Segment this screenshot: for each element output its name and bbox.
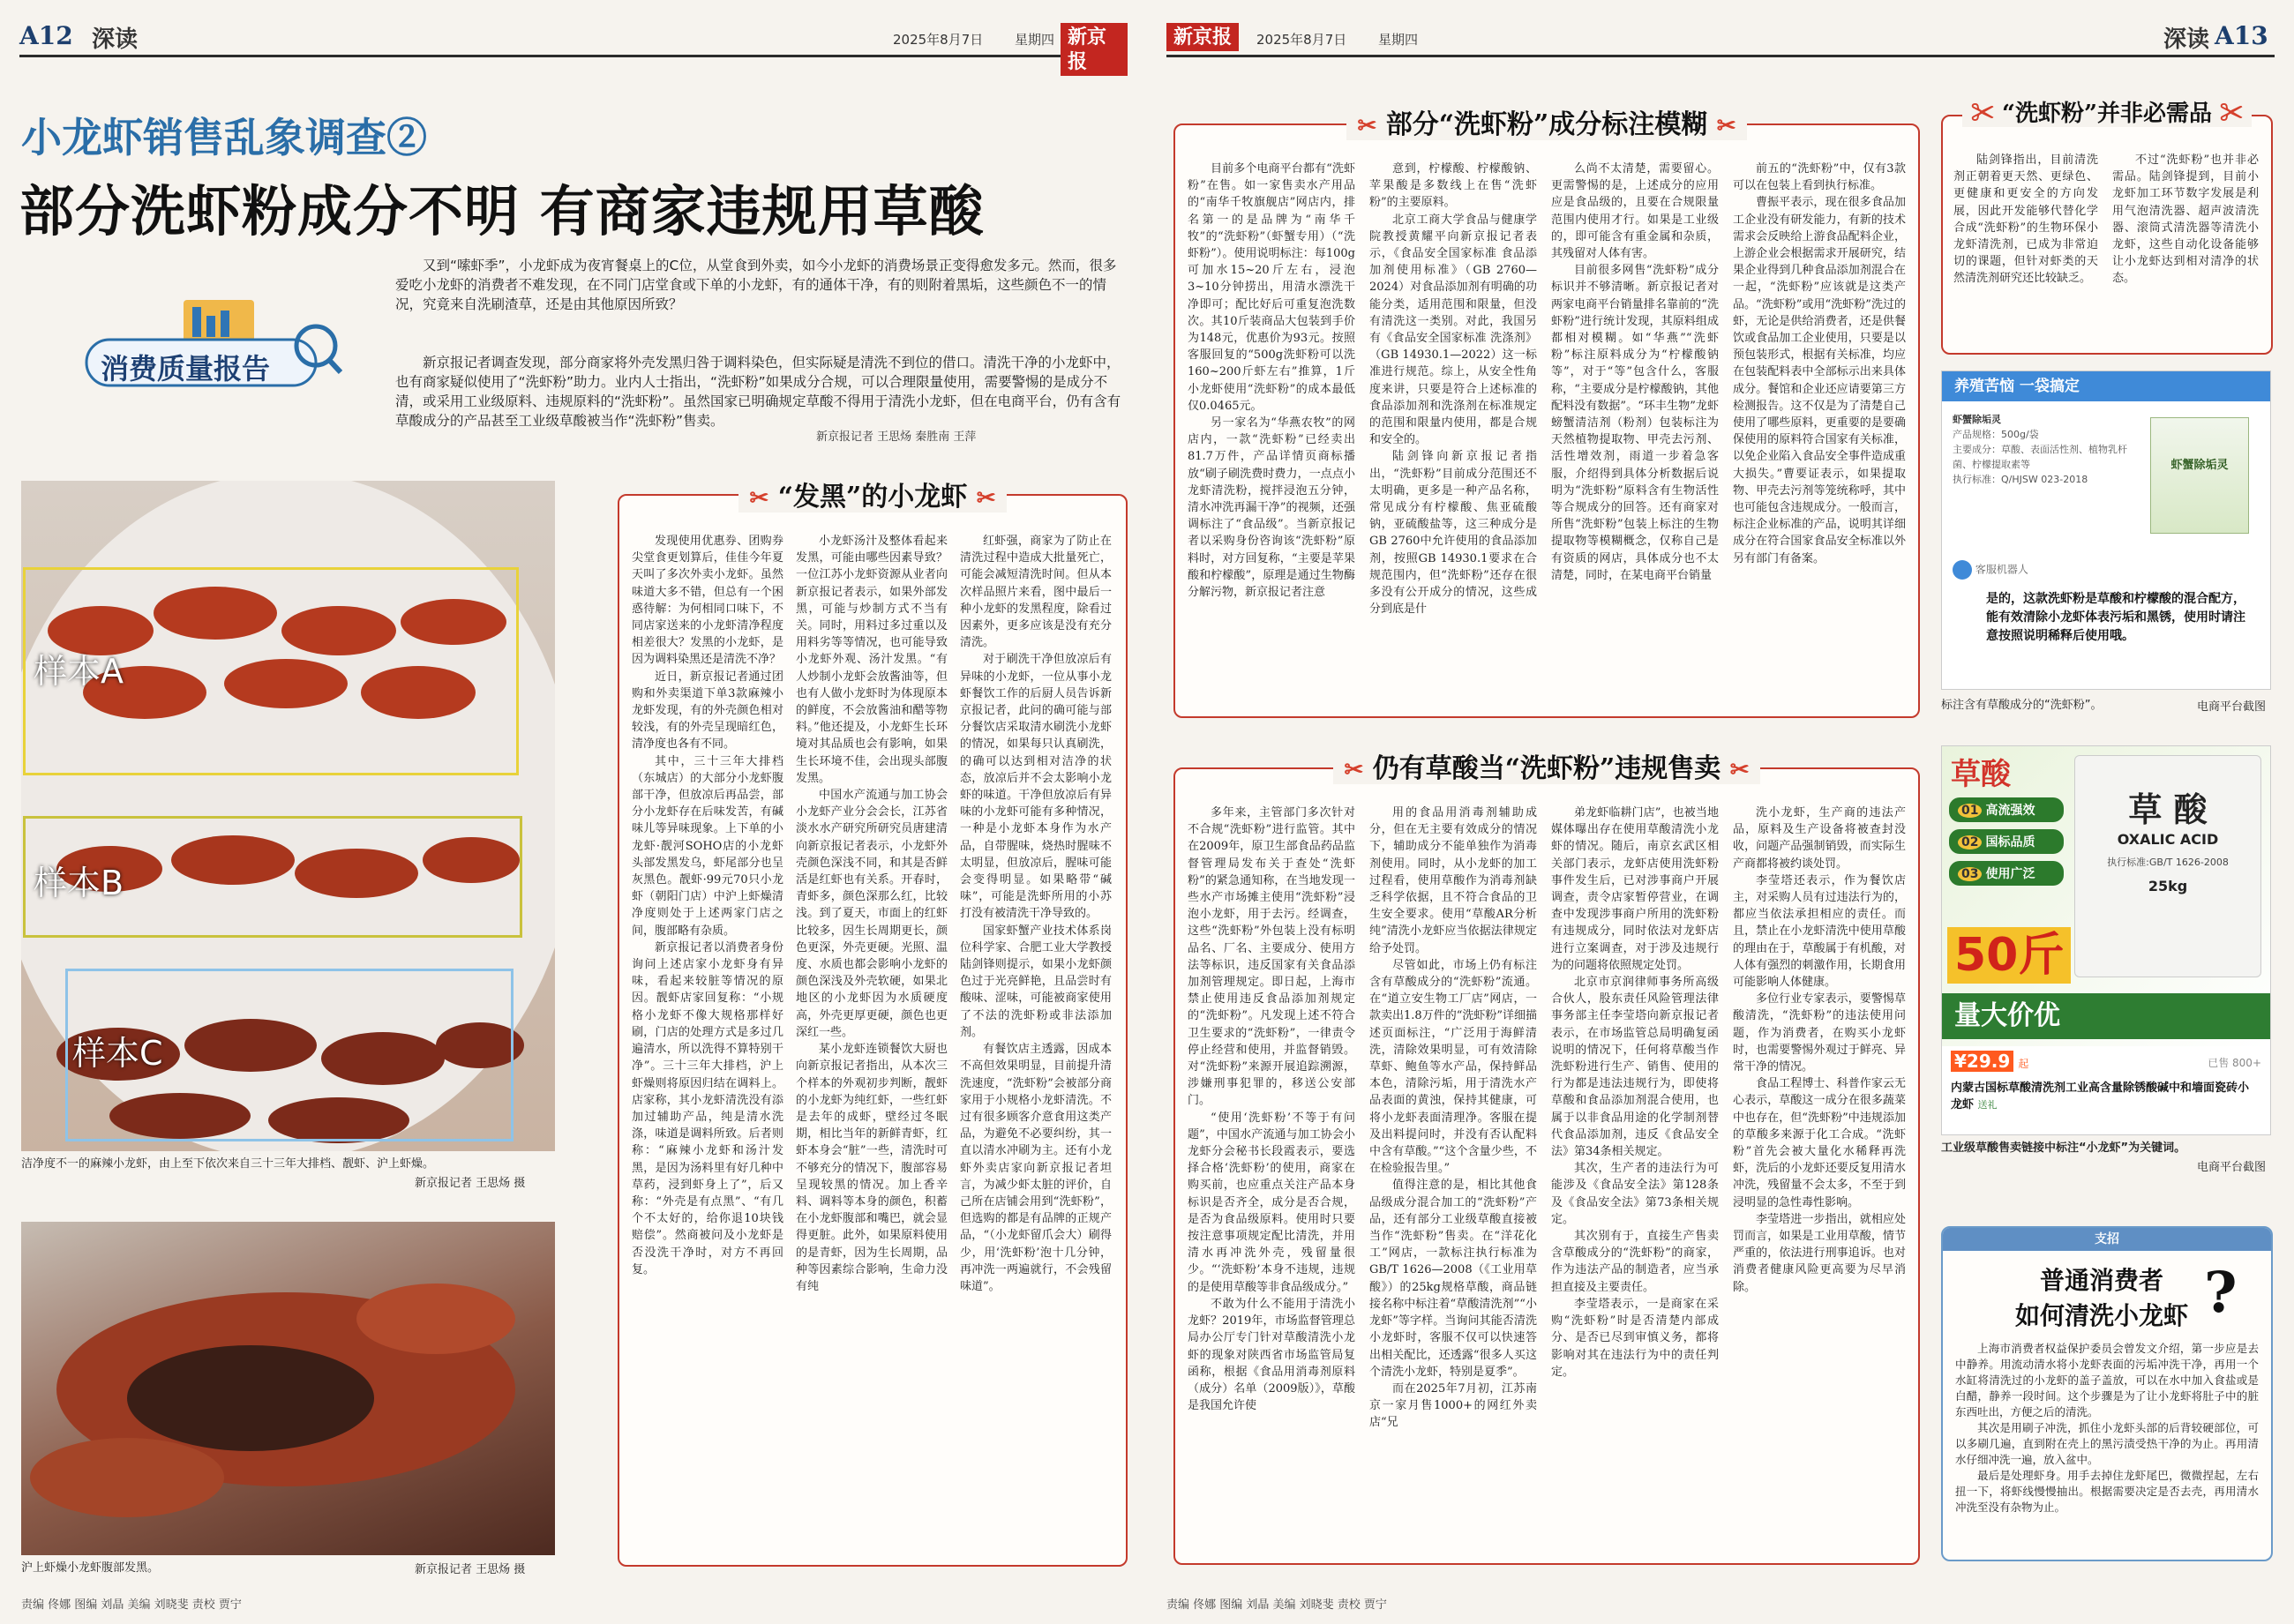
issue-weekday: 星期四 bbox=[1378, 32, 1419, 48]
section-oxalic-acid bbox=[1173, 753, 1920, 1565]
robot-icon bbox=[1953, 560, 1972, 580]
article-column-1: 发现使用优惠券、团购券尖堂食更划算后，佳佳今年夏天叫了多次外卖小龙虾。虽然味道大多不错，但总有一个困惑待解：为何相同口味下，不同店家送来的小龙虾清净程度相差很大？发黑的小龙虾，是因为调料染黑还是清洗不净？ 近日，新京报记者通过团购和外卖渠道下单3款麻辣小龙虾发现，有的外壳颜色相对较浅，有的外壳呈现暗红色，清净度也各有不同。 其中，三十三年大排档（东城店）的大部分小龙虾腹部干净，但放凉后再品尝，部分小龙虾存在后味发苦，有碱味儿等异味现象。上下单的小龙虾·靓河SOHO店的小龙虾头部发黑发乌，虾尾部分也呈灰黑色。靓虾·99元70只小龙虾（朝阳门店）中沪上虾燥清净度则处于上述两家门店之间，腹部略有杂质。 新京报记者以消费者身份询问上述店家小龙虾身有异味，看起来较脏等情况的原因。靓虾店家回复称：“小规格小龙虾不像大规格那样好刷，门店的处理方式是多过几遍清水，所以洗得不算特别干净”。三十三年大排档，沪上虾燥则将原因归结在调料上。店家称，其小龙虾清洗没有添加过辅助产品，纯是清水洗涤，味道是调料所致。后者则称：“麻辣小龙虾和汤汁发黑，是因为汤料里有好几种中草药，浸到虾身上了”，后又称：“外壳是有点黑”、“有几个不太好的，给你退10块钱赔偿”。然商被问及小龙虾是否没洗干净时，对方不再回复。 bbox=[632, 535, 783, 1276]
service-bot-name: 客服机器人 bbox=[1975, 563, 2028, 576]
product-name: 虾蟹除垢灵 bbox=[1953, 414, 2001, 425]
page-number: A13 bbox=[2215, 21, 2268, 50]
crayfish-claw-icon: ✂ bbox=[749, 485, 769, 512]
bag-english: OXALIC ACID bbox=[2117, 831, 2219, 848]
headline: 部分洗虾粉成分不明 有商家违规用草酸 bbox=[19, 179, 985, 243]
tips-paragraph: 其次是用刷子冲洗，抓住小龙虾头部的后背较硬部位，可以多刷几遍，直到附在壳上的黑污渍受热干净的为止。再用清水仔细冲洗一遍，放入盆中。 bbox=[1955, 1421, 2259, 1466]
section-name: 深读 bbox=[2163, 26, 2210, 53]
feature-label: 国标品质 bbox=[1985, 835, 2035, 849]
article-column-3: 弟龙虾临耕门店”，也被当地媒体曝出存在使用草酸清洗小龙虾的情况。随后，南京玄武区相关部门表示，龙虾店使用洗虾粉事件发生后，已对涉事商户开展调查，责令店家暂停营业，在调查中发现涉事商户所用的洗虾粉有违规成分，同时依法对龙虾店进行立案调查，对于涉及违规行为的问题将依照规定处罚。 北京市京润律师事务所高级合伙人，股东责任风险管理法律事务部主任李莹塔向新京报记者表示，在市场监管总局明确复函说明的情况下，任何将草酸当作洗虾粉进行生产、销售、使用的行为都是违法违规行为，即使将草酸和食品添加剂混合使用，也属于以非食品用途的化学制剂替代食品添加剂，违反《食品安全法》第34条相关规定。 其次，生产者的违法行为可能涉及《食品安全法》第128条及《食品安全法》第73条相关规定。 其次别有于，直接生产售卖含草酸成分的“洗虾粉”的商家，作为违法产品的制造者，应当承担直接及主要责任。 李莹塔表示，一是商家在采购“洗虾粉”时是否清楚内部成分、是否已尽到审慎义务，都将影响对其在违法行为中的责任判定。 bbox=[1551, 806, 1719, 1379]
price-unit: 起 bbox=[2018, 1058, 2029, 1070]
page-footer: 责编 佟娜 图编 刘晶 美编 刘晓斐 责校 贾宁 bbox=[21, 1598, 242, 1612]
ad-2-credit: 电商平台截图 bbox=[2197, 1161, 2267, 1174]
tips-box bbox=[1941, 1226, 2273, 1561]
page-a13 bbox=[1147, 0, 2294, 1624]
issue-date: 2025年8月7日 bbox=[1256, 32, 1347, 48]
bag-standard: 执行标准:GB/T 1626-2008 bbox=[2107, 857, 2229, 868]
spec-line: 主要成分：草酸、表面活性剂、植物乳杆菌、柠檬提取素等 bbox=[1953, 444, 2127, 470]
article-column-4: 前五的“洗虾粉”中，仅有3款可以在包装上看到执行标准。 曹振平表示，现在很多食品加工企业没有研发能力，有新的技术需求会反映给上游食品配料企业，上游企业会根据需求开展研究，结果企业得到几种食品添加剂混合在一起，“洗虾粉”应该就是这类产品。“洗虾粉”或用“洗虾粉”洗过的虾，无论是供给消费者，还是供餐饮或食品加工企业使用，只要是以预包装形式，根据有关标准，均应在包装配料表中全部标示出来具体成分。餐馆和企业还应请要第三方检测报告。这不仅是为了清楚自己使用了哪些原料，更重要的是要确保使用的原料符合国家有关标准，以免企业陷入食品安全事件造成重大损失。”曹要证表示，如果提取物、甲壳去污剂等笼统称呼，其中也可能包含违规成分。一般而言，标注企业标准的产品，说明其详细成分在符合国家食品安全标准以外另有部门有备案。 bbox=[1733, 162, 1906, 565]
issue-weekday: 星期四 bbox=[1015, 32, 1055, 48]
sidebar-not-necessary bbox=[1941, 101, 2273, 355]
crayfish-claw-icon: ✂ bbox=[2220, 101, 2244, 127]
crayfish-claw-icon: ✂ bbox=[1357, 113, 1377, 139]
article-column-3: 红虾强，商家为了防止在清洗过程中造成大批量死亡，可能会减短清洗时间。但从本次样品照片来看，图中最后一种小龙虾的发黑程度，除看过因素外，更多应该是没有充分清洗。 对于刷洗干净但放凉后有异味的小龙虾，一位从事小龙虾餐饮工作的后厨人员告诉新京报记者，此问的确可能与部分餐饮店采取清水刷洗小龙虾的情况，如果每只认真刷洗，的确可以达到相对洁净的状态，放凉后并不会太影响小龙虾的味道。干净但放凉后有异味的小龙虾可能有多种情况，一种是小龙虾本身作为水产品，自带腥味，烧热时腥味不太明显，但放凉后，腥味可能会变得明显。如果略带“碱味”，可能是洗虾所用的小苏打没有被清洗干净导致的。 国家虾蟹产业技术体系岗位科学家、合肥工业大学教授陆剑锋则提示，如果小龙虾颜色过于光亮鲜艳，且品尝时有酸味、涩味，可能被商家使用了不法的洗虾粉或非法添加剂。 有餐饮店主透露，因成本不高但效果明显，目前提升清洗速度，“洗虾粉”会被部分商家用于小规格小龙虾清洗。不过有很多顾客介意食用这类产品，为避免不必要纠纷，其一直以清水冲刷为主。还有小龙虾外卖店家向新京报记者坦言，为减少虾太脏的评价，自己所在店铺会用到“洗虾粉”，但选购的都是有品牌的正规产品，“（小龙虾留爪会大）刷得少，用‘洗虾粉’泡十几分钟，再冲洗一两遍就行，不会残留味道”。 bbox=[960, 535, 1112, 1293]
lead-paragraph-2: 新京报记者调查发现，部分商家将外壳发黑归咎于调料染色，但实际疑是清洗不到位的借口。清洗干净的小龙虾中，也有商家疑似使用了“洗虾粉”助力。业内人士指出，“洗虾粉”如果成分合规，可以合理限量使用，需要警惕的是成分不清，或采用工业级原料、违规原料的“洗虾粉”。虽然国家已明确规定草酸不得用于清洗小龙虾，但在电商平台，仍有含有草酸成分的产品甚至工业级草酸被当作“洗虾粉”售卖。 bbox=[395, 355, 1121, 429]
sidebar-column-2: 不过“洗虾粉”也并非必需品。陆剑锋提到，目前小龙虾加工环节数字发展是利用气泡清洗器、超声波清洗器、滚筒式清洗器等清洗小龙虾，这些自动化设备能够让小龙虾达到相对清净的状态。 bbox=[2112, 153, 2259, 286]
bag-title: 草 酸 bbox=[2128, 790, 2208, 829]
store-header: 养殖苦恼 一袋搞定 bbox=[1942, 371, 2270, 401]
sidebar-column-1: 陆剑锋指出，目前清洗剂正朝着更天然、更绿色、更健康和更安全的方向发展，因此开发能够代替化学合成“洗虾粉”的生物环保小龙虾清洗剂，已成为非常迫切的课题，但针对虾类的天然清洗剂研究还比较缺乏。 bbox=[1953, 153, 2098, 286]
photo-2-credit: 新京报记者 王思炀 摄 bbox=[415, 1563, 526, 1576]
tips-tag: 支招 bbox=[2095, 1232, 2119, 1246]
tips-paragraph: 最后是处理虾身。用手去掉住龙虾尾巴，微微捏起，左右扭一下，将虾线慢慢抽出。根据需要决定是否去壳，再用清水冲洗至没有杂物为止。 bbox=[1955, 1469, 2259, 1514]
spec-line: 产品规格：500g/袋 bbox=[1953, 429, 2039, 440]
ad-2-caption: 工业级草酸售卖链接中标注“小龙虾”为关键词。 bbox=[1941, 1141, 2186, 1155]
sample-b-label: 样本B bbox=[34, 864, 124, 902]
crayfish-claw-icon: ✂ bbox=[1970, 101, 1994, 127]
product-package bbox=[2150, 417, 2249, 534]
sidebar-title bbox=[1943, 95, 2271, 128]
article-column-2: 意到，柠檬酸、柠檬酸钠、苹果酸是多数线上在售“洗虾粉”的主要原料。 北京工商大学食品与健康学院教授黄耀平向新京报记者表示，《食品安全国家标准 食品添加剂使用标准》（GB 2760—2024）对食品添加剂有明确的功能分类，适用范围和限量，但没有清洗这一类别。对此，我国另有《食品安全国家标准 洗涤剂》（GB 14930.1—2022）这一标准进行规范。综上，从安全性角度来讲，只要是符合上述标准的食品添加剂和洗涤剂在标准规定的范围和限量内使用，都是合规和安全的。 陆剑锋向新京报记者指出，“洗虾粉”目前成分范围还不太明确，更多是一种产品名称，常见成分有柠檬酸、焦亚硫酸钠，亚硫酸盐等，这三种成分是GB 2760中允许使用的食品添加剂，按照GB 14930.1要求在合规范围内，但“洗虾粉”还存在很多没有公开成分的情况，这些成分到底是什 bbox=[1369, 162, 1537, 617]
tips-paragraph: 上海市消费者权益保护委员会曾发文介绍，第一步应是去中静养。用流动清水将小龙虾表面的污垢冲洗干净，再用一个水缸将清洗过的小龙虾的盖子盖放，可以在水中加入食盐或是白醋，静养一段时间。这个步骤是为了让小龙虾将肚子中的脏东西吐出，方便之后的清洗。 bbox=[1955, 1342, 2259, 1418]
photo-1-caption: 洁净度不一的麻辣小龙虾，由上至下依次来自三十三年大排档、靓虾、沪上虾燥。 bbox=[21, 1157, 435, 1171]
photo-2-caption: 沪上虾燥小龙虾腹部发黑。 bbox=[21, 1561, 160, 1575]
crayfish-claw-icon: ✂ bbox=[1729, 757, 1750, 783]
ad-1-credit: 电商平台截图 bbox=[2197, 700, 2267, 714]
feature-list bbox=[1949, 797, 2064, 893]
price-row bbox=[1951, 1051, 2028, 1072]
crayfish-claw-icon: ✂ bbox=[1716, 113, 1736, 139]
crayfish-belly-illustration bbox=[21, 1222, 555, 1555]
banner-brand: 草酸 bbox=[1951, 757, 2011, 792]
tips-tag-bar bbox=[1943, 1228, 2271, 1251]
brand-logo: 新京报 bbox=[1166, 23, 1239, 51]
service-bot-label bbox=[1953, 560, 2028, 580]
section-title-text: 仍有草酸当“洗虾粉”违规售卖 bbox=[1372, 753, 1721, 784]
section-title bbox=[1175, 102, 1918, 141]
section-title bbox=[619, 475, 1126, 513]
lead-paragraph-1: 又到“嗦虾季”，小龙虾成为夜宵餐桌上的C位，从堂食到外卖，如今小龙虾的消费场景正变得愈发多元。然而，很多爱吃小龙虾的消费者不难发现，在不同门店堂食或下单的小龙虾，有的通体干净，有的则附着黑垢，这些颜色不一的情况，究竟来自洗刷渣草，还是由其他原因所致？ bbox=[395, 258, 1117, 312]
article-column-2: 用的食品用消毒剂辅助成分，但在无主要有效成分的情况下，辅助成分不能单独作为消毒剂使用。同时，从小龙虾的加工过程看，使用草酸作为消毒剂缺乏科学依据，且不符合食品的卫生安全要求。使用“草酸AR分析纯”清洗小龙虾应当依据法律规定给予处罚。 尽管如此，市场上仍有标注含有草酸成分的“洗虾粉”流通。在“道立安生物工厂店”网店，一款卖出1.8万件的“洗虾粉”详细描述页面标注，“广泛用于海鲜清洗，清除效果明显，可有效清除草虾、鲍鱼等水产品，保持鲜品本色，清除污垢，用于清洗水产品表面的黄浊，保持其健康，可将小龙虾表面清理净。客服在提及出料提问时，并没有否认配料中含有草酸。”“这个含量少些，不在检验报告里。” 值得注意的是，相比其他食品级成分混合加工的“洗虾粉”产品，还有部分工业级草酸直接被当作“洗虾粉”售卖。在“洋花化工”网店，一款标注执行标准为GB/T 1626—2008（《工业用草酸》）的25kg规格草酸，商品链接名称中标注着“草酸清洗剂”“小龙虾”等字样。当询问其能否清洗小龙虾时，客服不仅可以快速答出相关配比，还透露“很多人买这个清洗小龙虾，特别是夏季”。 而在2025年7月初，江苏南京一家月售1000+的网红外卖店“兄 bbox=[1369, 806, 1537, 1430]
package-label: 虾蟹除垢灵 bbox=[2170, 459, 2229, 472]
ecommerce-screenshot-2 bbox=[1941, 745, 2271, 1135]
page-footer: 责编 佟娜 图编 刘晶 美编 刘晓斐 责校 贾宁 bbox=[1166, 1598, 1387, 1612]
tips-body bbox=[1955, 1341, 2259, 1553]
article-column-2: 小龙虾汤汁及整体看起来发黑，可能由哪些因素导致？一位江苏小龙虾资源从业者向新京报记者表示，如果外部发黑，可能与炒制方式不当有关。同时，用料过多过重以及用料劣等等情况，也可能导致小龙虾外观、汤汁发黑。“有人炒制小龙虾会放酱油等，但也有人做小龙虾时为体现原本的鲜度，不会放酱油和醋等物料。”他还提及，小龙虾生长环境对其品质也会有影响，如果生长环境不佳，会出现头部腹发黑。 中国水产流通与加工协会小龙虾产业分会会长，江苏省淡水水产研究所研究员唐建清向新京报记者表示，小龙虾外壳颜色深浅不同，和其是否鲜活是红虾也有关系。开春时，青虾多，颜色深那么红，比较浅。到了夏天，市面上的红虾比较多，因生长周期更长，颜色更深，外壳更硬。光照、温度、水质也都会影响小龙虾的颜色深浅及外壳软硬，如果北地区的小龙虾因为水质硬度高，外壳更厚更硬，颜色也更深红一些。 某小龙虾连锁餐饮大厨也向新京报记者指出，从本次三个样本的外观初步判断，靓虾的小龙虾为纯红虾，一些红虾是去年的成虾，壁经过冬眠期，相比当年的新鲜青虾，红虾本身会“脏”一些，清洗时可不够充分的情况下，腹部容易呈现较黑的情况。加上香辛料、调料等本身的颜色，积蓄在小龙虾腹部和嘴巴，就会显得更脏。此外，如果原料使用的是青虾，因为生长周期，品种等因素综合影响，生命力没有纯 bbox=[796, 535, 948, 1293]
consumer-report-badge bbox=[78, 291, 342, 397]
ad-1-caption: 标注含有草酸成分的“洗虾粉”。 bbox=[1941, 699, 2103, 712]
feature-badge: 01 高流强效 bbox=[1949, 797, 2064, 822]
badge-label: 消费质量报告 bbox=[101, 352, 271, 385]
crayfish-claw-icon: ✂ bbox=[1344, 757, 1364, 783]
bag-weight: 25kg bbox=[2148, 878, 2188, 894]
page-header bbox=[19, 19, 1128, 73]
oxalic-acid-bag bbox=[2074, 755, 2261, 977]
article-column-1: 目前多个电商平台都有“洗虾粉”在售。如一家售卖水产用品的“南华千牧旗舰店”网店内，排名第一的是品牌为“南华千牧”的“洗虾粉”（虾蟹专用）（“洗虾粉”）。使用说明标注：每100g可加水15~20斤左右，浸泡3~10分钟捞出，用清水漂洗干净即可；配比好后可重复泡洗数次。其10斤装商品大包装到手价为148元，优惠价为93元。按照客服回复的“500g洗虾粉可以洗160~200斤虾左右”推算，1斤小龙虾使用“洗虾粉”的成本最低仅0.0465元。 另一家名为“华燕农牧”的网店内，一款“洗虾粉”已经卖出81.7万件，产品详情页商标播放“刷子刷洗费时费力，一点点小龙虾清洗粉，搅拌浸泡五分钟，清水冲洗再漏干净”的视频，还强调标注了“食品级”。当新京报记者以采购身份咨询该“洗虾粉”原料时，对方回复称，“主要是苹果酸和柠檬酸”，原理是通过生物酶分解污物，新京报记者注意 bbox=[1188, 162, 1355, 600]
product-title[interactable] bbox=[1951, 1080, 2260, 1113]
crayfish-photo-1 bbox=[21, 481, 555, 1151]
gift-tag: 送礼 bbox=[1977, 1099, 1998, 1111]
product-title-text: 内蒙古国标草酸清洗剂工业高含量除锈酸碱中和墙面瓷砖小龙虾 bbox=[1951, 1081, 2250, 1111]
feature-badge: 03 使用广泛 bbox=[1949, 861, 2064, 886]
section-title bbox=[1175, 746, 1918, 785]
feature-label: 使用广泛 bbox=[1985, 867, 2035, 881]
crayfish-photo-2 bbox=[21, 1222, 555, 1555]
section-title-text: “发黑”的小龙虾 bbox=[777, 482, 968, 513]
price-banner: 量大价优 bbox=[1942, 993, 2270, 1039]
tips-title-line-1: 普通消费者 bbox=[2039, 1266, 2163, 1295]
product-specs bbox=[1953, 412, 2138, 487]
section-unclear-ingredients bbox=[1173, 109, 1920, 718]
article-column-1: 多年来，主管部门多次针对不合规“洗虾粉”进行监管。其中在2009年，原卫生部食品药品监督管理局发布关于查处“洗虾粉”的紧急通知称，在当地发现一些水产市场摊主使用“洗虾粉”浸泡小龙虾，用于去污。经调查，这些“洗虾粉”外包装上没有标明品名、厂名、主要成分、使用方法等标识，违反国家有关食品添加剂管理规定。即日起，上海市禁止使用违反食品添加剂规定的“洗虾粉”。凡发现上述不符合卫生要求的“洗虾粉”，一律责令停止经营和使用，并监督销毁。对“洗虾粉”来源开展追踪溯源，涉嫌刑事犯罪的，移送公安部门。 “使用‘洗虾粉’不等于有问题”，中国水产流通与加工协会小龙虾分会秘书长段霞表示，要选择合格‘洗虾粉’的使用，商家在购买前，也应重点关注产品本身标识是否齐全，成分是否合规，是否为食品级原料。使用时只要按注意事项规定配比清洗，并用清水再冲洗外壳，残留量很少。“‘洗虾粉’本身不违规，违规的是使用草酸等非食品级成分。” 不敢为什么不能用于清洗小龙虾？2019年，市场监督管理总局办公厅专门针对草酸清洗小龙虾的现象对陕西省市场监管局复函称，根据《食品用消毒剂原料（成分）名单（2009版）》，草酸是我国允许使 bbox=[1188, 806, 1355, 1413]
article-column-3: 么尚不太清楚，需要留心。更需警惕的是，上述成分的应用应是食品级的，且要在合规限量范围内使用才行。如果是工业级的，即可能含有重金属和杂质，其残留对人体有害。 目前很多网售“洗虾粉”成分标识并不够清晰。新京报记者对两家电商平台销量排名靠前的“洗虾粉”进行统计发现，其原料组成都相对模糊。如“华燕”“洗虾粉”标注原料成分为“柠檬酸钠等”，对于“等”包含什么，客服称，“主要成分是柠檬酸钠，其他配料没有数据”。“环丰生物”龙虾螃蟹清洁剂（粉剂）包装标注为天然植物提取物、甲壳去污剂、活性增效剂，雨道一步着急客服，介绍得到具体分析数据后说明为“洗虾粉”原料含有生物活性等合规成分的回答。还有商家对所售“洗虾粉”包装上标注的生物提取物等模糊概念，仅称自己是有资质的网店，具体成分也不太清楚，同时，在某电商平台销量 bbox=[1551, 162, 1719, 582]
issue-date: 2025年8月7日 bbox=[893, 32, 984, 48]
section-black-crayfish bbox=[618, 482, 1128, 1567]
brand-logo: 新京报 bbox=[1061, 23, 1128, 76]
question-mark-icon: ? bbox=[2204, 1260, 2238, 1326]
spec-line: 执行标准：Q/HJSW 023-2018 bbox=[1953, 474, 2088, 485]
weight-banner: 50斤 bbox=[1947, 927, 2071, 984]
tips-title bbox=[2005, 1261, 2199, 1332]
sample-c-label: 样本C bbox=[72, 1034, 163, 1073]
page-number: A12 bbox=[19, 21, 73, 50]
chat-answer: 是的，这款洗虾粉是草酸和柠檬酸的混合配方，能有效清除小龙虾体表污垢和黑锈，使用时请注意按照说明稀释后使用哦。 bbox=[1986, 592, 2245, 643]
kicker: 小龙虾销售乱象调查② bbox=[21, 114, 427, 161]
byline: 新京报记者 王思炀 秦胜南 王萍 bbox=[816, 430, 977, 444]
feature-label: 高流强效 bbox=[1985, 804, 2035, 818]
sidebar-title-text: “洗虾粉”并非必需品 bbox=[2002, 101, 2212, 127]
sold-count: 已售 800+ bbox=[2208, 1057, 2261, 1069]
tips-title-line-2: 如何清洗小龙虾 bbox=[2014, 1301, 2188, 1330]
ecommerce-screenshot-1 bbox=[1941, 370, 2271, 690]
article-column-4: 洗小龙虾，生产商的违法产品，原料及生产设备将被查封没收，问题产品强制销毁，而实际生产商都将被约谈处罚。 李莹塔还表示，作为餐饮店主，对采购人员有过违法行为的，都应当依法承担相应的责任。而且，禁止在小龙虾清洗中使用草酸的理由在于，草酸属于有机酸，对人体有强烈的刺激作用，长期食用可能影响人体健康。 多位行业专家表示，要警惕草酸清洗，“洗虾粉”的违法使用问题，作为消费者，在购买小龙虾时，也需要警惕外观过于鲜亮、异常干净的情况。 食品工程博士、科普作家云无心表示，草酸这一成分在很多蔬菜中也存在，但“洗虾粉”中违规添加的草酸多来源于化工合成。“洗虾粉”首先会被大量化水稀释再洗虾，洗后的小龙虾还要反复用清水冲洗，残留量不会太多，不至于到浸明显的急性毒性影响。 李莹塔进一步指出，就相应处罚而言，如果是工业用草酸，情节严重的，依法进行刑事追诉。也对消费者健康风险更高要为尽早消除。 bbox=[1733, 806, 1906, 1294]
section-title-text: 部分“洗虾粉”成分标注模糊 bbox=[1385, 109, 1708, 140]
sample-a-label: 样本A bbox=[34, 652, 124, 691]
crayfish-claw-icon: ✂ bbox=[976, 485, 996, 512]
page-header bbox=[1166, 19, 2275, 57]
price: ¥29.9 bbox=[1951, 1051, 2013, 1072]
section-name: 深读 bbox=[92, 26, 139, 53]
feature-badge: 02 国标品质 bbox=[1949, 829, 2064, 854]
photo-1-credit: 新京报记者 王思炀 摄 bbox=[415, 1177, 526, 1190]
